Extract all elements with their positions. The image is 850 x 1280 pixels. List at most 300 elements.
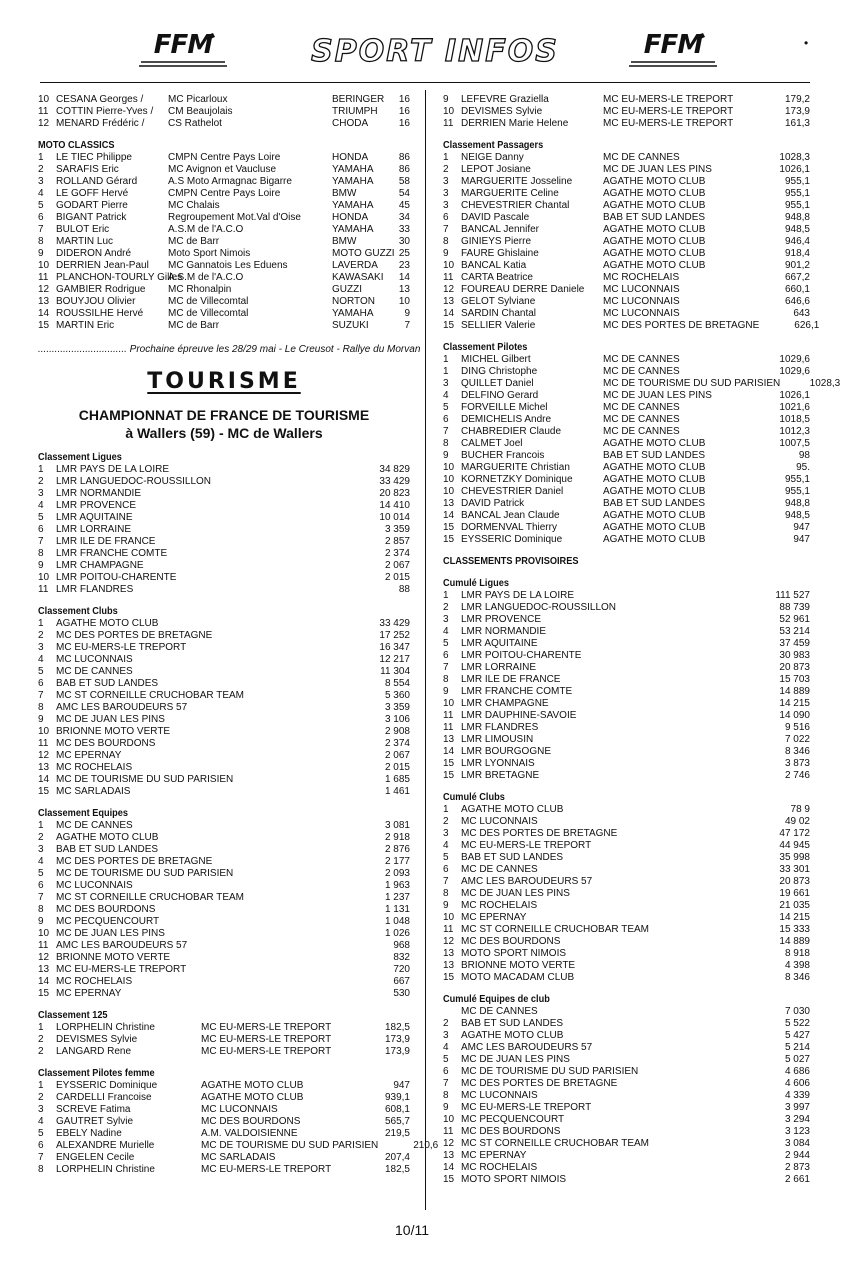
table-row — [38, 1022, 410, 1034]
table-row — [38, 1104, 410, 1116]
points: 86 — [398, 152, 410, 163]
table-row — [443, 308, 810, 320]
rank: 13 — [38, 762, 50, 773]
score: 8 346 — [784, 972, 810, 983]
entry-name: MC DES PORTES DE BRETAGNE — [56, 856, 213, 867]
table-row — [443, 1102, 810, 1114]
bike-make: BERINGER — [332, 94, 385, 105]
rider-name: SELLIER Valerie — [461, 320, 536, 331]
rank: 1 — [38, 820, 44, 831]
club-name: AGATHE MOTO CLUB — [603, 200, 706, 211]
entry-name: LMR FLANDRES — [56, 584, 134, 595]
entry-name: MC DE CANNES — [461, 1006, 538, 1017]
rider-name: COTTIN Pierre-Yves / — [56, 106, 154, 117]
rank: 4 — [38, 856, 44, 867]
rider-name: NEIGE Danny — [461, 152, 524, 163]
table-row — [443, 486, 810, 498]
page-header — [40, 28, 810, 80]
table-row — [443, 710, 810, 722]
table-row — [38, 856, 410, 868]
score: 918,4 — [784, 248, 810, 259]
rank: 6 — [38, 212, 44, 223]
entry-name: MC DES BOURDONS — [56, 904, 156, 915]
table-row — [38, 940, 410, 952]
score: 33 429 — [379, 476, 410, 487]
table-row — [443, 200, 810, 212]
score: 88 739 — [779, 602, 810, 613]
rider-name: ENGELEN Cecile — [56, 1152, 135, 1163]
score: 2 746 — [784, 770, 810, 781]
table-row — [38, 1116, 410, 1128]
entry-name: AGATHE MOTO CLUB — [56, 832, 159, 843]
score: 1021,6 — [779, 402, 810, 413]
club-name: MC DE TOURISME DU SUD PARISIEN — [603, 378, 781, 389]
rank: 8 — [38, 548, 44, 559]
table-row — [38, 964, 410, 976]
club-name: MC DE CANNES — [603, 426, 680, 437]
points: 33 — [398, 224, 410, 235]
table-row — [38, 988, 410, 1000]
rank: 7 — [443, 1078, 449, 1089]
club-name: MC DES PORTES DE BRETAGNE — [603, 320, 760, 331]
rank: 4 — [443, 1042, 449, 1053]
rank: 2 — [38, 164, 44, 175]
club-name: AGATHE MOTO CLUB — [603, 522, 706, 533]
table-row — [443, 1018, 810, 1030]
rank: 5 — [38, 512, 44, 523]
bike-make: YAMAHA — [332, 176, 374, 187]
club-name: MC DES BOURDONS — [201, 1116, 301, 1127]
rider-name: DORMENVAL Thierry — [461, 522, 557, 533]
rider-name: BANCAL Jennifer — [461, 224, 539, 235]
rider-name: MICHEL Gilbert — [461, 354, 531, 365]
rank: 8 — [38, 1164, 44, 1175]
rank: 11 — [38, 272, 49, 283]
entry-name: MC EU-MERS-LE TREPORT — [56, 964, 187, 975]
points: 16 — [398, 94, 410, 105]
rider-name: CALMET Joel — [461, 438, 523, 449]
rank: 1 — [38, 152, 44, 163]
score: 1029,6 — [779, 366, 810, 377]
rank: 2 — [443, 1018, 449, 1029]
table-row — [38, 224, 410, 236]
section-title: Classement Passagers — [443, 140, 544, 151]
rank: 2 — [38, 1034, 44, 1045]
score: 173,9 — [384, 1046, 410, 1057]
rank: 2 — [38, 832, 44, 843]
rider-name: FOUREAU DERRE Daniele — [461, 284, 585, 295]
moto-classics-title: MOTO CLASSICS — [38, 140, 115, 151]
rank: 11 — [443, 722, 454, 733]
table-row — [38, 152, 410, 164]
section-title: Classement Pilotes femme — [38, 1068, 155, 1079]
score: 173,9 — [784, 106, 810, 117]
table-row — [443, 1090, 810, 1102]
rider-name: MARGUERITE Christian — [461, 462, 570, 473]
score: 5 027 — [784, 1054, 810, 1065]
entry-name: LMR LIMOUSIN — [461, 734, 534, 745]
bike-make: NORTON — [332, 296, 375, 307]
rank: 12 — [38, 750, 50, 761]
entry-name: LMR PROVENCE — [56, 500, 137, 511]
club-name: AGATHE MOTO CLUB — [603, 176, 706, 187]
corner-mark: • — [804, 36, 809, 50]
bike-make: TRIUMPH — [332, 106, 378, 117]
table-row — [443, 152, 810, 164]
score: 948,5 — [784, 224, 810, 235]
table-row — [38, 548, 410, 560]
points: 34 — [398, 212, 410, 223]
rank: 7 — [443, 876, 449, 887]
table-row — [443, 462, 810, 474]
table-row — [38, 916, 410, 928]
score: 1 048 — [384, 916, 410, 927]
table-row — [38, 176, 410, 188]
rank: 2 — [38, 630, 44, 641]
rank: 3 — [443, 176, 449, 187]
club-name: MC EU-MERS-LE TREPORT — [603, 106, 734, 117]
rank: 6 — [443, 1066, 449, 1077]
rank: 9 — [38, 560, 44, 571]
entry-name: AMC LES BAROUDEURS 57 — [56, 940, 188, 951]
table-row — [38, 476, 410, 488]
rank: 9 — [443, 900, 449, 911]
rank: 14 — [38, 774, 50, 785]
entry-name: MC LUCONNAIS — [461, 1090, 538, 1101]
table-row — [38, 750, 410, 762]
club-name: MC ROCHELAIS — [603, 272, 680, 283]
entry-name: MC DE TOURISME DU SUD PARISIEN — [56, 774, 234, 785]
score: 832 — [393, 952, 410, 963]
club-name: MC Chalais — [168, 200, 220, 211]
rider-name: LE GOFF Hervé — [56, 188, 129, 199]
rider-name: GINIEYS Pierre — [461, 236, 532, 247]
table-row — [443, 1006, 810, 1018]
championship-line-1: CHAMPIONNAT DE FRANCE DE TOURISME — [78, 407, 370, 423]
rank: 10 — [443, 486, 455, 497]
rank: 15 — [443, 522, 455, 533]
entry-name: MC ST CORNEILLE CRUCHOBAR TEAM — [461, 924, 649, 935]
rank: 1 — [443, 366, 449, 377]
rank: 12 — [38, 952, 50, 963]
table-row — [38, 584, 410, 596]
score: 10 014 — [379, 512, 410, 523]
rider-name: BUCHER Francois — [461, 450, 545, 461]
rank — [443, 1006, 461, 1018]
score: 14 889 — [779, 936, 810, 947]
rider-name: MENARD Frédéric / — [56, 118, 145, 129]
classement-clubs — [38, 606, 410, 798]
table-row — [443, 296, 810, 308]
table-row — [443, 840, 810, 852]
table-row — [38, 284, 410, 296]
club-name: MC DE CANNES — [603, 366, 680, 377]
club-name: BAB ET SUD LANDES — [603, 450, 706, 461]
table-row — [443, 450, 810, 462]
score: 12 217 — [379, 654, 410, 665]
score: 660,1 — [784, 284, 810, 295]
rider-name: GAMBIER Rodrigue — [56, 284, 146, 295]
rider-name: QUILLET Daniel — [461, 378, 534, 389]
score: 2 918 — [384, 832, 410, 843]
score: 17 252 — [379, 630, 410, 641]
rider-name: MARGUERITE Celine — [461, 188, 559, 199]
score: 1029,6 — [779, 354, 810, 365]
table-row — [38, 94, 410, 106]
rank: 3 — [443, 378, 449, 389]
rank: 6 — [443, 864, 449, 875]
classement-pilotes-femme — [38, 1068, 439, 1176]
score: 2 374 — [384, 738, 410, 749]
entry-name: MC DE TOURISME DU SUD PARISIEN — [56, 868, 234, 879]
points: 54 — [398, 188, 410, 199]
score: 5 360 — [384, 690, 410, 701]
rider-name: DEVISMES Sylvie — [461, 106, 543, 117]
entry-name: LMR LYONNAIS — [461, 758, 535, 769]
score: 14 215 — [779, 912, 810, 923]
rider-name: EBELY Nadine — [56, 1128, 122, 1139]
score: 948,8 — [784, 498, 810, 509]
rider-name: LEPOT Josiane — [461, 164, 531, 175]
rider-name: EYSSERIC Dominique — [56, 1080, 158, 1091]
bike-make: HONDA — [332, 152, 369, 163]
rider-name: GODART Pierre — [56, 200, 128, 211]
score: 1 685 — [384, 774, 410, 785]
rank: 2 — [443, 602, 449, 613]
rank: 10 — [38, 260, 50, 271]
score: 901,2 — [784, 260, 810, 271]
club-name: MC DE TOURISME DU SUD PARISIEN — [201, 1140, 379, 1151]
rider-name: BIGANT Patrick — [56, 212, 127, 223]
table-row — [38, 714, 410, 726]
table-row — [38, 524, 410, 536]
club-name: MC LUCONNAIS — [603, 284, 680, 295]
rank: 9 — [443, 94, 449, 105]
rank: 11 — [443, 1126, 454, 1137]
rank: 14 — [38, 308, 50, 319]
table-row — [443, 900, 810, 912]
rank: 3 — [443, 828, 449, 839]
rank: 15 — [38, 988, 50, 999]
table-row — [38, 572, 410, 584]
score: 946,4 — [784, 236, 810, 247]
rank: 10 — [443, 106, 455, 117]
next-event-note: ................................ Prochaine épreuve les 28/29 mai - Le Creusot - Rallye du Morvan — [38, 344, 421, 355]
table-row — [443, 248, 810, 260]
table-row — [443, 1078, 810, 1090]
rank: 8 — [443, 674, 449, 685]
score: 2 876 — [384, 844, 410, 855]
rider-name: CHEVESTRIER Daniel — [461, 486, 564, 497]
score: 95. — [796, 462, 810, 473]
entry-name: LMR AQUITAINE — [56, 512, 133, 523]
section-title: Classement Ligues — [38, 452, 122, 463]
rank: 14 — [38, 976, 50, 987]
score: 5 214 — [784, 1042, 810, 1053]
table-row — [443, 828, 810, 840]
score: 939,1 — [384, 1092, 410, 1103]
table-row — [38, 738, 410, 750]
score: 643 — [793, 308, 810, 319]
score: 3 359 — [384, 702, 410, 713]
section-title: Cumulé Clubs — [443, 792, 505, 803]
points: 13 — [398, 284, 410, 295]
entry-name: MC PECQUENCOURT — [461, 1114, 565, 1125]
rider-name: DERRIEN Marie Helene — [461, 118, 569, 129]
score: 4 686 — [784, 1066, 810, 1077]
score: 33 301 — [779, 864, 810, 875]
rank: 12 — [443, 936, 455, 947]
rank: 5 — [443, 852, 449, 863]
entry-name: MC EPERNAY — [461, 912, 527, 923]
club-name: AGATHE MOTO CLUB — [201, 1092, 304, 1103]
classement-equipes — [38, 808, 410, 1000]
entry-name: MC EPERNAY — [56, 988, 122, 999]
entry-name: MC DE CANNES — [56, 820, 133, 831]
page-number: 10/11 — [395, 1222, 429, 1238]
rank: 9 — [443, 1102, 449, 1113]
entry-name: LMR PAYS DE LA LOIRE — [461, 590, 575, 601]
club-name: AGATHE MOTO CLUB — [603, 248, 706, 259]
bike-make: GUZZI — [332, 284, 362, 295]
moto-classics-table — [38, 152, 410, 332]
score: 34 829 — [379, 464, 410, 475]
rank: 3 — [38, 844, 44, 855]
rider-name: CHABREDIER Claude — [461, 426, 562, 437]
entry-name: BRIONNE MOTO VERTE — [461, 960, 576, 971]
score: 947 — [793, 534, 810, 545]
rank: 1 — [443, 354, 449, 365]
rank: 9 — [443, 686, 449, 697]
bike-make: SUZUKI — [332, 320, 369, 331]
score: 88 — [398, 584, 410, 595]
rank: 12 — [38, 284, 50, 295]
table-row — [38, 1080, 410, 1092]
rank: 6 — [38, 524, 44, 535]
bike-make: YAMAHA — [332, 200, 374, 211]
table-row — [443, 354, 810, 366]
score: 21 035 — [779, 900, 810, 911]
score: 2 944 — [784, 1150, 810, 1161]
club-name: AGATHE MOTO CLUB — [603, 236, 706, 247]
entry-name: LMR CHAMPAGNE — [56, 560, 144, 571]
points: 9 — [404, 308, 410, 319]
table-row — [443, 164, 810, 176]
table-row — [38, 236, 410, 248]
entry-name: LMR LORRAINE — [56, 524, 132, 535]
rank: 6 — [443, 212, 449, 223]
table-row — [443, 1150, 810, 1162]
bike-make: LAVERDA — [332, 260, 378, 271]
table-row — [38, 500, 410, 512]
club-name: MC DE JUAN LES PINS — [603, 390, 712, 401]
table-row — [443, 438, 810, 450]
entry-name: LMR CHAMPAGNE — [461, 698, 549, 709]
table-row — [443, 638, 810, 650]
club-name: MC Avignon et Vaucluse — [168, 164, 277, 175]
club-name: MC EU-MERS-LE TREPORT — [201, 1022, 332, 1033]
club-name: MC LUCONNAIS — [201, 1104, 278, 1115]
table-row — [38, 904, 410, 916]
score: 9 516 — [784, 722, 810, 733]
table-row — [443, 176, 810, 188]
table-row — [443, 390, 810, 402]
rank: 7 — [443, 426, 449, 437]
table-row — [443, 924, 810, 936]
rank: 10 — [38, 928, 50, 939]
score: 182,5 — [384, 1164, 410, 1175]
score: 667,2 — [784, 272, 810, 283]
table-row — [38, 832, 410, 844]
score: 52 961 — [779, 614, 810, 625]
rank: 11 — [38, 584, 49, 595]
rank: 15 — [38, 786, 50, 797]
rank: 14 — [443, 746, 455, 757]
rider-name: SARDIN Chantal — [461, 308, 537, 319]
rank: 8 — [38, 904, 44, 915]
table-row — [443, 212, 810, 224]
score: 2 177 — [384, 856, 410, 867]
rank: 10 — [443, 260, 455, 271]
points: 30 — [398, 236, 410, 247]
entry-name: MC SARLADAIS — [56, 786, 131, 797]
entry-name: LMR ILE DE FRANCE — [461, 674, 561, 685]
entry-name: MC EU-MERS-LE TREPORT — [461, 840, 592, 851]
rider-name: SCREVE Fatima — [56, 1104, 131, 1115]
table-row — [38, 892, 410, 904]
score: 3 084 — [784, 1138, 810, 1149]
club-name: MC Gannatois Les Eduens — [168, 260, 288, 271]
femme-results-continued — [443, 94, 810, 130]
entry-name: MC ROCHELAIS — [56, 976, 133, 987]
table-row — [443, 284, 810, 296]
entry-name: MC EPERNAY — [56, 750, 122, 761]
score: 955,1 — [784, 486, 810, 497]
entry-name: MC EU-MERS-LE TREPORT — [461, 1102, 592, 1113]
rank: 7 — [38, 892, 44, 903]
score: 955,1 — [784, 200, 810, 211]
score: 4 606 — [784, 1078, 810, 1089]
rider-name: BULOT Eric — [56, 224, 110, 235]
rank: 5 — [38, 200, 44, 211]
club-name: AGATHE MOTO CLUB — [603, 462, 706, 473]
score: 2 067 — [384, 560, 410, 571]
club-name: AGATHE MOTO CLUB — [603, 486, 706, 497]
section-title: Classement Pilotes — [443, 342, 528, 353]
rank: 3 — [38, 488, 44, 499]
rank: 10 — [443, 912, 455, 923]
table-row — [38, 1128, 410, 1140]
table-row — [443, 260, 810, 272]
table-row — [38, 512, 410, 524]
rank: 5 — [443, 402, 449, 413]
score: 98 — [798, 450, 810, 461]
bike-make: CHODA — [332, 118, 369, 129]
rank: 13 — [443, 296, 455, 307]
rider-name: CARDELLI Francoise — [56, 1092, 152, 1103]
cumul-ligues — [443, 578, 810, 782]
rank: 4 — [38, 654, 44, 665]
rank: 5 — [443, 638, 449, 649]
rank: 8 — [443, 888, 449, 899]
rider-name: DERRIEN Jean-Paul — [56, 260, 149, 271]
rider-name: DAVID Pascale — [461, 212, 530, 223]
score: 35 998 — [779, 852, 810, 863]
tourisme-heading: TOURISME — [147, 369, 301, 394]
entry-name: MC ST CORNEILLE CRUCHOBAR TEAM — [461, 1138, 649, 1149]
rank: 6 — [38, 1140, 44, 1151]
bike-make: YAMAHA — [332, 308, 374, 319]
